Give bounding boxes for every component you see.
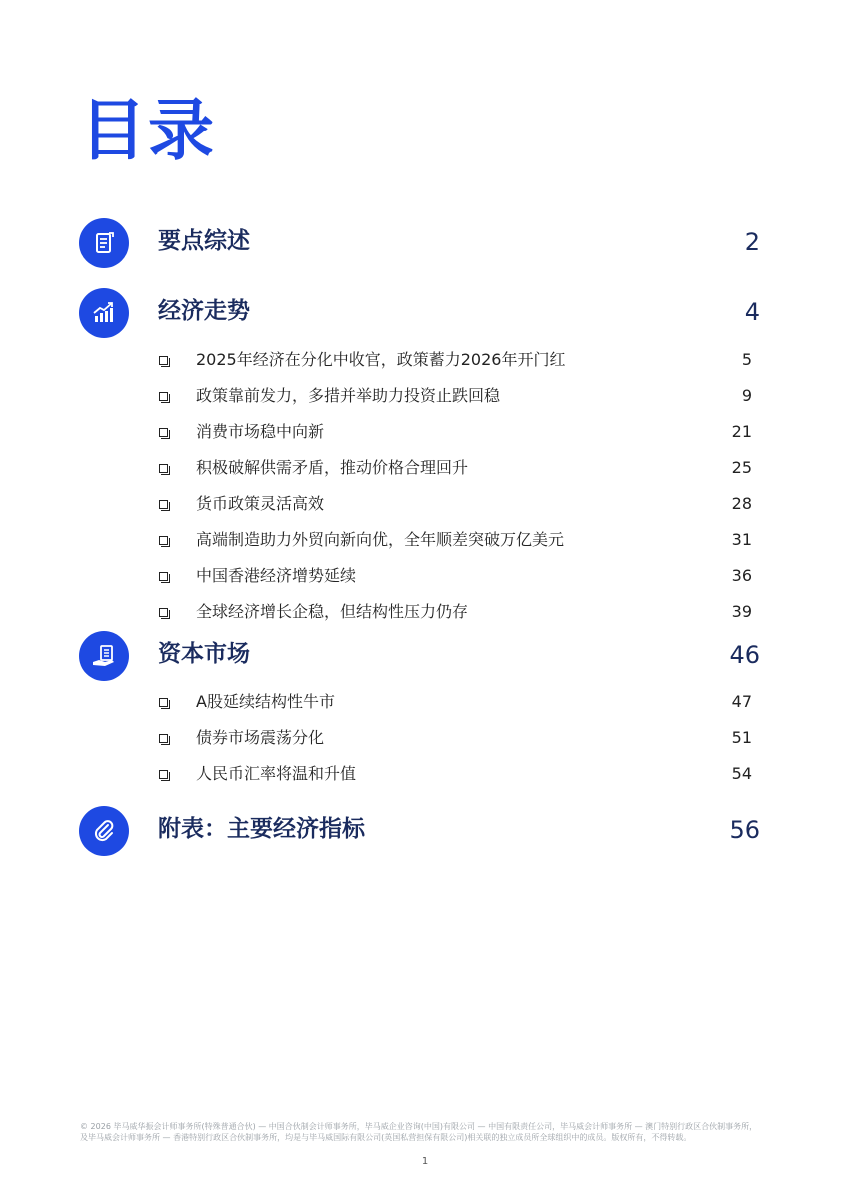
toc-item-page: 28 [731, 494, 752, 513]
toc-item[interactable] [0, 386, 850, 410]
toc-item[interactable] [0, 764, 850, 788]
bar-chart-trend-icon [79, 288, 129, 338]
toc-item-label: 消费市场稳中向新 [196, 422, 325, 441]
toc-item-label: 2025年经济在分化中收官，政策蓄力2026年开门红 [196, 350, 566, 369]
toc-item-page: 51 [731, 728, 752, 747]
section-page-number: 4 [744, 298, 760, 326]
toc-item[interactable] [0, 422, 850, 446]
document-icon [79, 218, 129, 268]
toc-item-label: 全球经济增长企稳，但结构性压力仍存 [196, 602, 469, 621]
checkbox-bullet-icon [159, 608, 168, 617]
toc-item-label: 政策靠前发力，多措并举助力投资止跌回稳 [196, 386, 501, 405]
toc-item[interactable] [0, 530, 850, 554]
legal-line: 及毕马威会计师事务所 — 香港特别行政区合伙制事务所，均是与毕马威国际有限公司(英国私营担保有限公司)相关联的独立成员所全球组织中的成员。版权所有，不得转载。 [80, 1133, 692, 1142]
checkbox-bullet-icon [159, 734, 168, 743]
toc-item-page: 47 [731, 692, 752, 711]
toc-item-label: 高端制造助力外贸向新向优，全年顺差突破万亿美元 [196, 530, 565, 549]
toc-item[interactable] [0, 692, 850, 716]
toc-item-page: 5 [741, 350, 752, 369]
hand-document-icon [79, 631, 129, 681]
toc-item[interactable] [0, 458, 850, 482]
toc-section-summary[interactable] [0, 218, 850, 270]
section-page-number: 2 [744, 228, 760, 256]
toc-item-label: A股延续结构性牛市 [196, 692, 335, 711]
toc-section-economy[interactable] [0, 288, 850, 340]
toc-item-page: 54 [731, 764, 752, 783]
toc-item-page: 39 [731, 602, 752, 621]
toc-item[interactable] [0, 602, 850, 626]
section-page-number: 46 [729, 641, 760, 669]
toc-item-page: 36 [731, 566, 752, 585]
section-title: 附表：主要经济指标 [158, 816, 365, 842]
legal-line: © 2026 毕马威华振会计师事务所(特殊普通合伙) — 中国合伙制会计师事务所，毕马威企业咨询(中国)有限公司 — 中国有限责任公司，毕马威会计师事务所 — 澳门特别行政区合伙制事务所， [80, 1122, 758, 1131]
paperclip-icon [79, 806, 129, 856]
toc-item[interactable] [0, 350, 850, 374]
checkbox-bullet-icon [159, 356, 168, 365]
toc-item-label: 积极破解供需矛盾，推动价格合理回升 [196, 458, 469, 477]
toc-item-label: 债券市场震荡分化 [196, 728, 325, 747]
toc-item[interactable] [0, 494, 850, 518]
toc-section-capital-markets[interactable] [0, 631, 850, 683]
section-page-number: 56 [729, 816, 760, 844]
toc-item-page: 25 [731, 458, 752, 477]
toc-item-page: 9 [741, 386, 752, 405]
legal-disclaimer [80, 1121, 770, 1143]
section-title: 经济走势 [158, 298, 250, 324]
page-title: 目录 [80, 92, 216, 169]
checkbox-bullet-icon [159, 698, 168, 707]
checkbox-bullet-icon [159, 464, 168, 473]
checkbox-bullet-icon [159, 392, 168, 401]
toc-section-appendix[interactable] [0, 806, 850, 858]
toc-item-page: 21 [731, 422, 752, 441]
checkbox-bullet-icon [159, 428, 168, 437]
checkbox-bullet-icon [159, 572, 168, 581]
toc-item[interactable] [0, 566, 850, 590]
toc-item[interactable] [0, 728, 850, 752]
toc-item-label: 人民币汇率将温和升值 [196, 764, 357, 783]
section-title: 资本市场 [158, 641, 250, 667]
toc-item-label: 中国香港经济增势延续 [196, 566, 357, 585]
page-number: 1 [421, 1156, 429, 1167]
section-title: 要点综述 [158, 228, 250, 254]
toc-item-label: 货币政策灵活高效 [196, 494, 325, 513]
toc-item-page: 31 [731, 530, 752, 549]
checkbox-bullet-icon [159, 770, 168, 779]
checkbox-bullet-icon [159, 536, 168, 545]
checkbox-bullet-icon [159, 500, 168, 509]
